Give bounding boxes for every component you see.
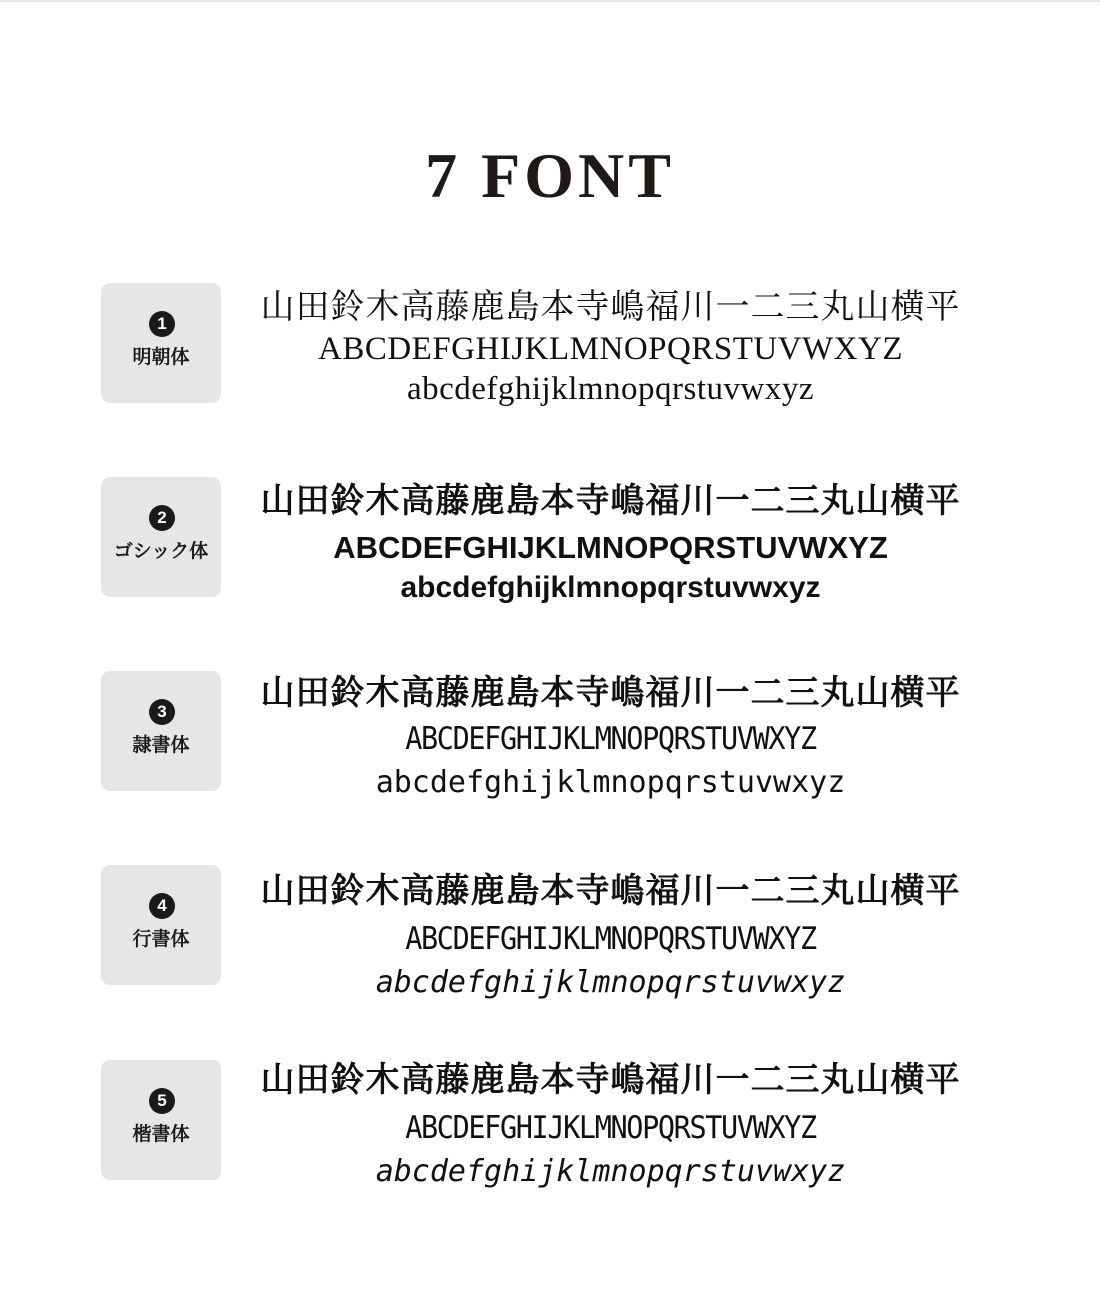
number-circle-icon: 2: [149, 505, 175, 531]
font-row-kaisho: [0, 1060, 1100, 1190]
top-divider: [0, 0, 1100, 2]
lowercase-sample: abcdefghijklmnopqrstuvwxyz: [375, 965, 846, 1000]
kanji-sample: 山田鈴木高藤鹿島本寺嶋福川一二三丸山横平: [260, 287, 961, 327]
uppercase-sample: ABCDEFGHIJKLMNOPQRSTUVWXYZ: [405, 921, 816, 957]
font-row-mincho: [0, 283, 1100, 413]
font-badge: [101, 865, 221, 985]
uppercase-sample: ABCDEFGHIJKLMNOPQRSTUVWXYZ: [317, 331, 904, 367]
font-badge: [101, 477, 221, 597]
font-row-gothic: [0, 477, 1100, 607]
uppercase-sample: ABCDEFGHIJKLMNOPQRSTUVWXYZ: [405, 721, 816, 757]
number-circle-icon: 5: [149, 1088, 175, 1114]
number-circle-icon: 4: [149, 893, 175, 919]
font-name-label: 隷書体: [132, 734, 190, 756]
font-name-label: 明朝体: [132, 346, 190, 368]
font-name-label: 楷書体: [132, 1123, 190, 1145]
number-circle-icon: 1: [149, 311, 175, 337]
font-row-gyosho: [0, 865, 1100, 1000]
font-name-label: ゴシック体: [113, 540, 209, 562]
uppercase-sample: ABCDEFGHIJKLMNOPQRSTUVWXYZ: [405, 1110, 816, 1146]
kanji-sample: 山田鈴木高藤鹿島本寺嶋福川一二三丸山横平: [260, 673, 961, 713]
kanji-sample: 山田鈴木高藤鹿島本寺嶋福川一二三丸山横平: [260, 1060, 961, 1100]
number-circle-icon: 3: [149, 699, 175, 725]
lowercase-sample: abcdefghijklmnopqrstuvwxyz: [375, 765, 846, 800]
uppercase-sample: ABCDEFGHIJKLMNOPQRSTUVWXYZ: [333, 530, 888, 565]
lowercase-sample: abcdefghijklmnopqrstuvwxyz: [375, 1154, 846, 1189]
kanji-sample: 山田鈴木高藤鹿島本寺嶋福川一二三丸山横平: [260, 871, 961, 911]
page-title: 7 FONT: [425, 140, 675, 211]
lowercase-sample: abcdefghijklmnopqrstuvwxyz: [406, 371, 815, 407]
font-row-reisho: [0, 671, 1100, 801]
lowercase-sample: abcdefghijklmnopqrstuvwxyz: [400, 571, 821, 604]
font-badge: [101, 283, 221, 403]
kanji-sample: 山田鈴木高藤鹿島本寺嶋福川一二三丸山横平: [260, 481, 961, 521]
font-name-label: 行書体: [132, 928, 190, 950]
font-badge: [101, 1060, 221, 1180]
font-badge: [101, 671, 221, 791]
